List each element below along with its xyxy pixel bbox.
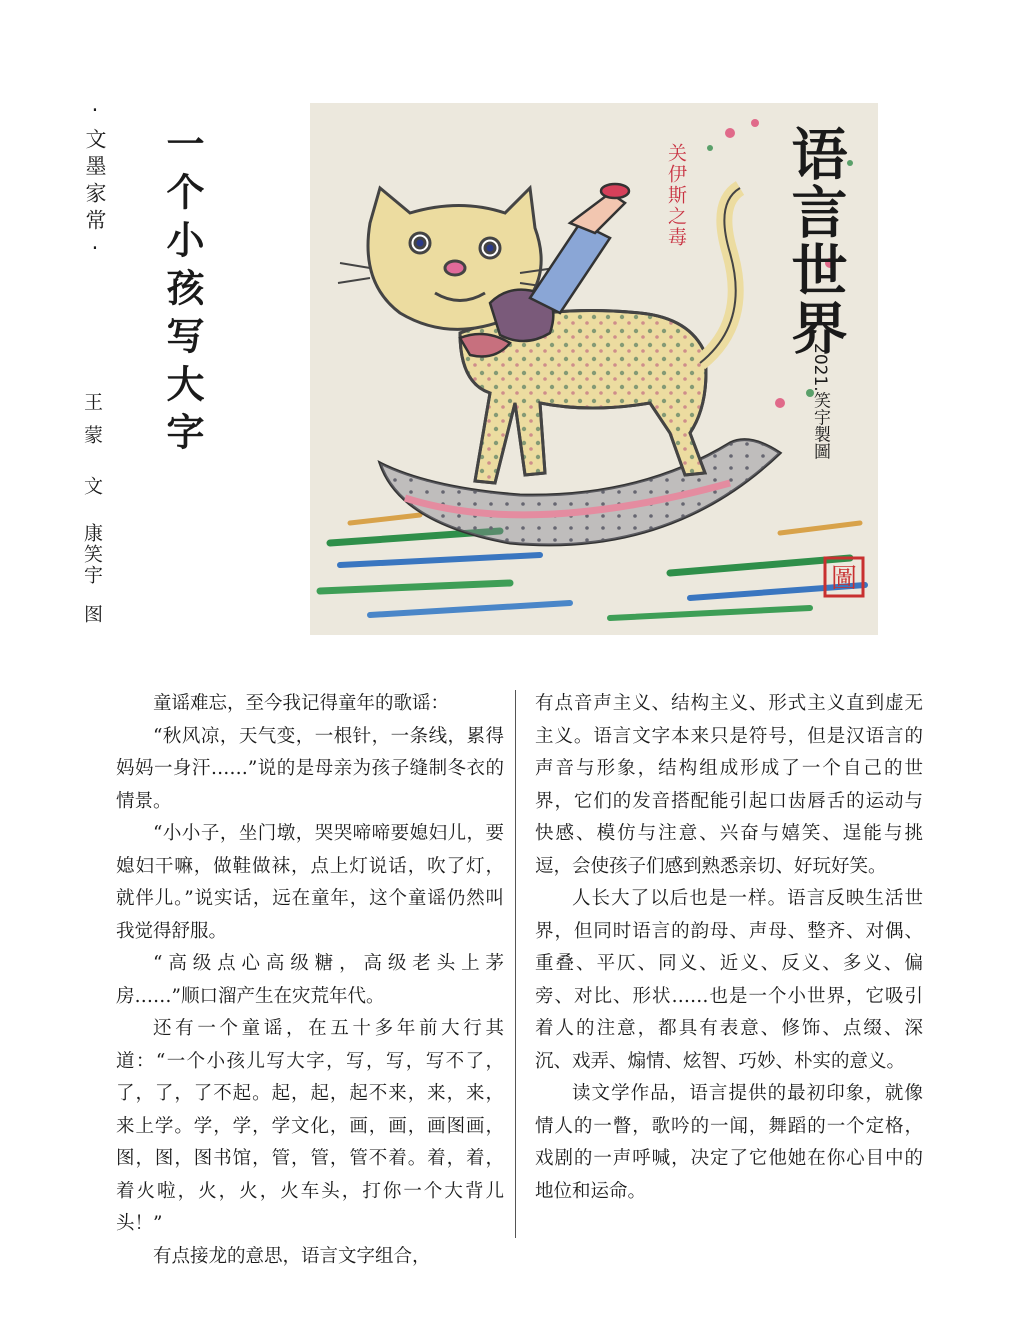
- author-name: 王蒙: [81, 392, 103, 458]
- text-column-left: [116, 688, 504, 1273]
- column-label: ·文墨家常·: [83, 98, 107, 266]
- byline: [80, 392, 104, 623]
- paragraph: “秋风凉，天气变，一根针，一条线，累得妈妈一身汗……”说的是母亲为孩子缝制冬衣的情景。: [116, 725, 504, 812]
- artist-name: 康笑宇: [81, 523, 103, 586]
- calligraphy-signature: 2021.笑宇製圖: [810, 343, 830, 460]
- text-column-right: [535, 688, 923, 1208]
- paragraph: 还有一个童谣，在五十多年前大行其道：“一个小孩儿写大字，写，写，写不了，了，了，了不起。起，起，起不来，来，来，来上学。学，学，学文化，画，画，画图画，图，图，图书馆，管，管，管不着。着，着，着火啦，火，火，火车头，打你一个大背儿头！”: [116, 1018, 504, 1234]
- cat-boat-painting: [310, 103, 878, 635]
- paragraph-continued: 有点音声主义、结构主义、形式主义直到虚无主义。语言文字本来只是符号，但是汉语言的声音与形象，结构组成形成了一个自己的世界，它们的发音搭配能引起口齿唇舌的运动与快感、模仿与注意、兴奋与嬉笑、逞能与挑逗，会使孩子们感到熟悉亲切、好玩好笑。: [535, 693, 923, 877]
- seal-character: 圖: [830, 564, 858, 594]
- side-inscription: 关伊斯之毒: [665, 143, 687, 248]
- paragraph: 童谣难忘，至今我记得童年的歌谣：: [153, 693, 450, 714]
- calligraphy-title: 语言世界: [782, 125, 848, 357]
- article-title: 一个小孩写大字: [160, 124, 205, 460]
- column-divider: [515, 690, 516, 1238]
- artist-role: 图: [81, 604, 103, 623]
- paragraph: 人长大了以后也是一样。语言反映生活世界，但同时语言的韵母、声母、整齐、对偶、重叠、平仄、同义、近义、反义、多义、偏旁、对比、形状……也是一个小世界，它吸引着人的注意，都具有表意、修饰、点缀、深沉、戏弄、煽情、炫智、巧妙、朴实的意义。: [535, 888, 923, 1072]
- paragraph: 有点接龙的意思，语言文字组合，: [153, 1245, 431, 1267]
- paragraph: “高级点心高级糖，高级老头上茅房……”顺口溜产生在灾荒年代。: [116, 953, 504, 1007]
- paragraph: 读文学作品，语言提供的最初印象，就像情人的一瞥，歌吟的一闻，舞蹈的一个定格，戏剧的一声呼喊，决定了它他她在你心目中的地位和运命。: [535, 1083, 923, 1202]
- author-role: 文: [81, 476, 103, 495]
- paragraph: “小小子，坐门墩，哭哭啼啼要媳妇儿，要媳妇干嘛，做鞋做袜，点上灯说话，吹了灯，就伴儿。”说实话，远在童年，这个童谣仍然叫我觉得舒服。: [116, 823, 504, 942]
